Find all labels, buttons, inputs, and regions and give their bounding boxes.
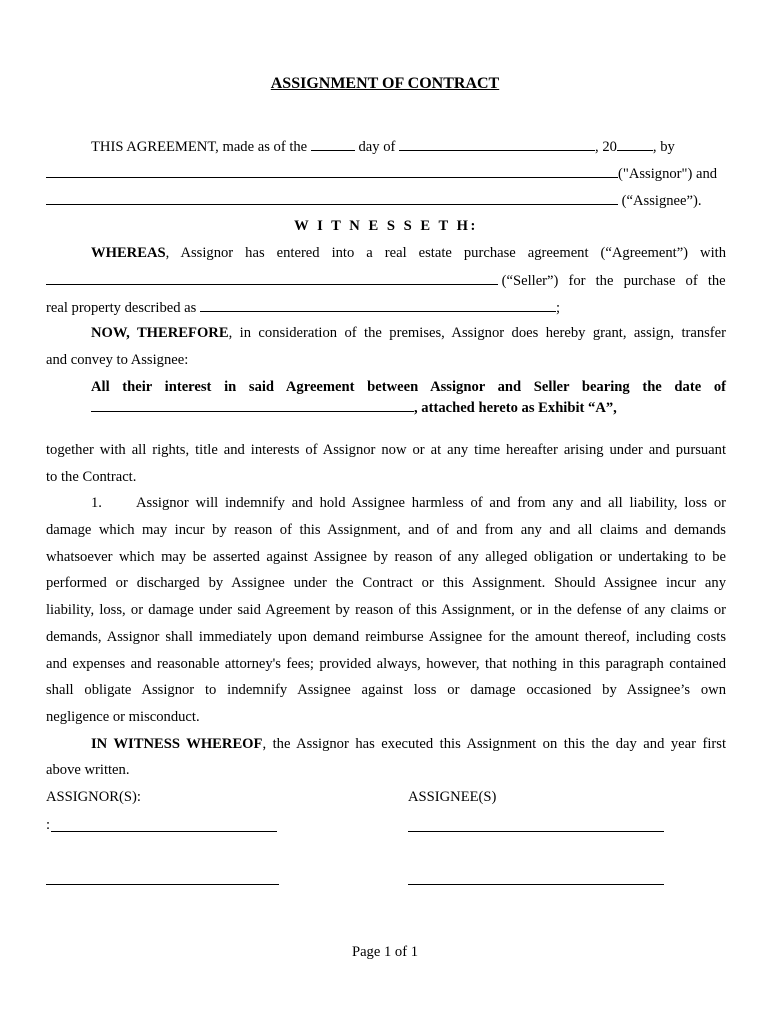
now-therefore-text-1: , in consideration of the premises, Assignor does hereby grant, assign, transfer — [228, 325, 727, 341]
now-therefore-lead: NOW, THEREFORE — [91, 325, 229, 341]
page-number: Page 1 of 1 — [351, 944, 419, 960]
now-therefore-line-2: and convey to Assignee: — [46, 352, 189, 368]
document-title: ASSIGNMENT OF CONTRACT — [270, 75, 500, 92]
assignor-name-blank[interactable] — [46, 163, 618, 178]
paragraph-1-line-1: damage which may incur by reason of this Assignment, and of and from any and all claims and demands — [46, 522, 726, 538]
assignee-signature-line-1[interactable] — [408, 830, 664, 832]
witness-whereof-text-1: , the Assignor has executed this Assignment on this the day and year first — [262, 736, 726, 752]
whereas-line-1 — [91, 243, 726, 263]
whereas-text-1: , Assignor has entered into a real estate purchase agreement (“Agreement”) with — [165, 245, 726, 261]
paragraph-1-line-4: liability, loss, or damage under said Agreement by reason of this Assignment, or in the defense of any claims or — [46, 602, 726, 618]
property-described-as: real property described as — [46, 300, 197, 316]
now-therefore-line-1 — [91, 323, 726, 343]
day-blank[interactable] — [311, 136, 355, 151]
seller-line — [46, 270, 726, 291]
property-line — [46, 297, 726, 318]
witness-whereof-lead: IN WITNESS WHEREOF — [91, 736, 263, 752]
paragraph-1-line-0: Assignor will indemnify and hold Assignee harmless of and from any and all liability, loss or — [136, 495, 726, 511]
intro-by: , by — [652, 139, 675, 155]
together-line-2: to the Contract. — [46, 469, 137, 485]
interest-line-1: All their interest in said Agreement between Assignor and Seller bearing the date of — [91, 379, 726, 395]
property-description-blank[interactable] — [200, 297, 556, 312]
paragraph-1-number: 1. — [91, 495, 102, 511]
witnesseth-heading: W I T N E S S E T H: — [294, 218, 478, 234]
assignee-tag: (“Assignee”). — [621, 193, 702, 209]
assignor-signature-line-1[interactable] — [51, 830, 277, 832]
year-blank[interactable] — [617, 136, 653, 151]
paragraph-1-line-7: shall obligate Assignor to indemnify Assignee against loss or damage occasioned by Assignee’s own — [46, 682, 726, 698]
whereas-lead: WHEREAS — [91, 245, 166, 261]
assignor-line — [46, 163, 726, 184]
paragraph-1-line-3: performed or discharged by Assignee under the Contract or this Assignment. Should Assignee incur any — [46, 575, 726, 591]
seller-name-blank[interactable] — [46, 270, 498, 285]
intro-line-1 — [91, 136, 726, 157]
intro-year-prefix: , 20 — [595, 139, 617, 155]
paragraph-1-line-6: and expenses and reasonable attorney's fees; provided always, however, that nothing in this paragraph contained — [46, 656, 726, 672]
seller-tag: (“Seller”) for the purchase of the — [501, 273, 726, 289]
assignee-label: ASSIGNEE(S) — [408, 789, 497, 805]
property-semicolon: ; — [555, 300, 561, 316]
paragraph-1-line-8: negligence or misconduct. — [46, 709, 200, 725]
assignee-name-blank[interactable] — [46, 190, 618, 205]
witness-whereof-line-2: above written. — [46, 762, 130, 778]
assignee-line — [46, 190, 726, 211]
paragraph-1-line-5: demands, Assignor shall immediately upon demand reimburse Assignee for the amount thereof, including costs — [46, 629, 726, 645]
assignor-colon: : — [46, 817, 51, 833]
assignor-tag: ("Assignor") and — [618, 166, 718, 182]
together-line-1: together with all rights, title and interests of Assignor now or at any time hereafter arising under and pursuant — [46, 442, 726, 458]
agreement-date-blank[interactable] — [91, 397, 414, 412]
assignor-label: ASSIGNOR(S): — [46, 789, 141, 805]
assignor-signature-line-2[interactable] — [46, 883, 279, 885]
witness-whereof-line-1 — [91, 734, 726, 754]
month-blank[interactable] — [399, 136, 595, 151]
intro-day-of: day of — [358, 139, 396, 155]
interest-line-2 — [91, 397, 726, 418]
interest-line-2-suffix: , attached hereto as Exhibit “A”, — [414, 400, 617, 416]
assignee-signature-line-2[interactable] — [408, 883, 664, 885]
paragraph-1-line-2: whatsoever which may be asserted against Assignee by reason of any alleged obligation or undertaking to be — [46, 549, 726, 565]
intro-this-agreement: THIS AGREEMENT, made as of the — [91, 139, 308, 155]
